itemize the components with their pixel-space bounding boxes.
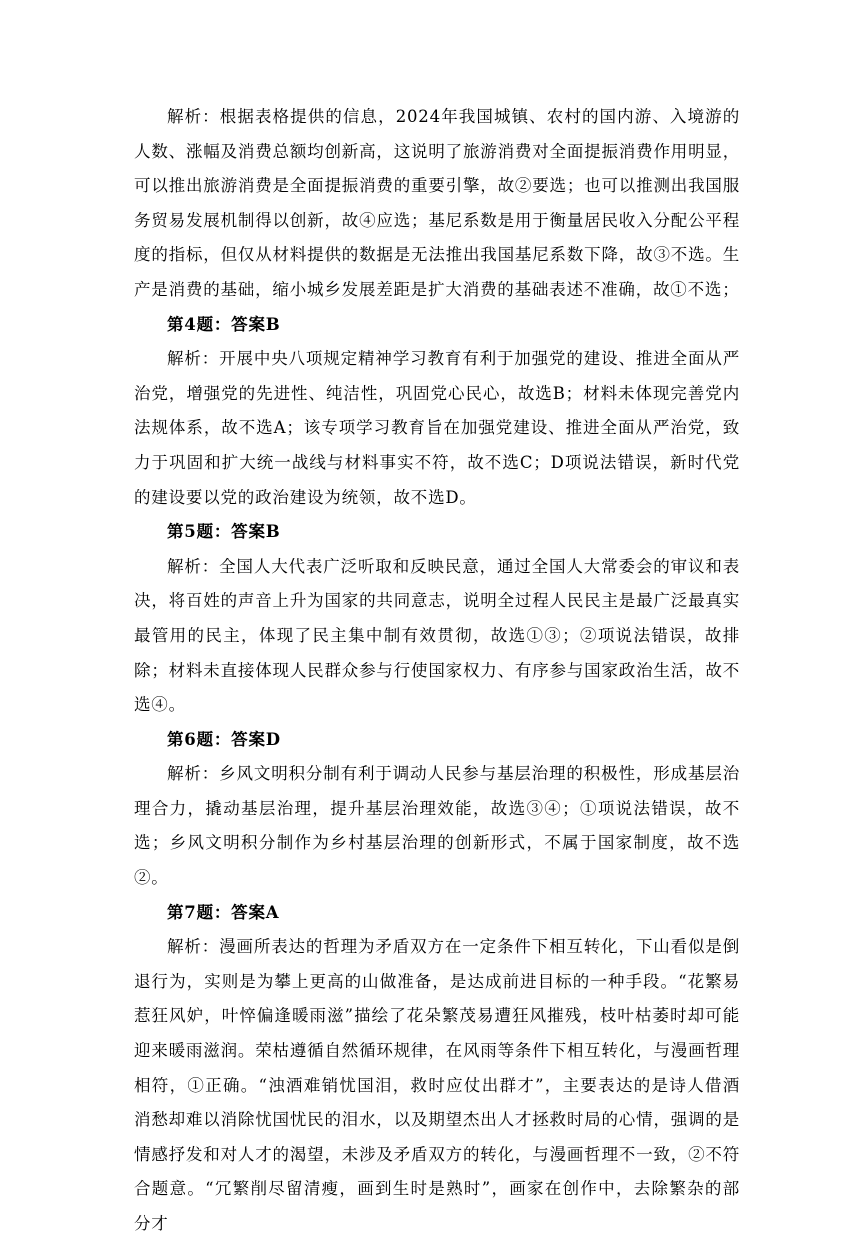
analysis-q6-paragraph: 解析：乡风文明积分制有利于调动人民参与基层治理的积极性，形成基层治理合力，撬动基层治理，提升基层治理效能，故选③④；①项说法错误，故不选；乡风文明积分制作为乡村基层治理的创新形式，不属于国家制度，故不选②。 [134, 764, 740, 888]
q7-answer-heading: 第7题：答案A [167, 902, 280, 922]
q4-answer-heading: 第4题：答案B [167, 314, 281, 334]
analysis-q7-paragraph: 解析：漫画所表达的哲理为矛盾双方在一定条件下相互转化，下山看似是倒退行为，实则是为攀上更高的山做准备，是达成前进目标的一种手段。“花繁易惹狂风妒，叶悴偏逢暖雨滋”描绘了花朵繁茂易遭狂风摧残，枝叶枯萎时却可能迎来暖雨滋润。荣枯遵循自然循环规律，在风雨等条件下相互转化，与漫画哲理相符，①正确。“浊酒难销忧国泪，救时应仗出群才”，主要表达的是诗人借酒消愁却难以消除忧国忧民的泪水，以及期望杰出人才拯救时局的心情，强调的是情感抒发和对人才的渴望，未涉及矛盾双方的转化，与漫画哲理不一致，②不符合题意。“冗繁削尽留清瘦，画到生时是熟时”，画家在创作中，去除繁杂的部分才 [134, 937, 740, 1233]
analysis-q5-paragraph: 解析：全国人大代表广泛听取和反映民意，通过全国人大常委会的审议和表决，将百姓的声音上升为国家的共同意志，说明全过程人民民主是最广泛最真实最管用的民主，体现了民主集中制有效贯彻，故选①③；②项说法错误，故排除；材料未直接体现人民群众参与行使国家权力、有序参与国家政治生活，故不选④。 [134, 556, 740, 715]
analysis-q3-paragraph: 解析：根据表格提供的信息，2024年我国城镇、农村的国内游、入境游的人数、涨幅及消费总额均创新高，这说明了旅游消费对全面提振消费作用明显，可以推出旅游消费是全面提振消费的重要引擎，故②要选；也可以推测出我国服务贸易发展机制得以创新，故④应选；基尼系数是用于衡量居民收入分配公平程度的指标，但仅从材料提供的数据是无法推出我国基尼系数下降，故③不选。生产是消费的基础，缩小城乡发展差距是扩大消费的基础表述不准确，故①不选； [134, 107, 740, 299]
analysis-q4-paragraph: 解析：开展中央八项规定精神学习教育有利于加强党的建设、推进全面从严治党，增强党的先进性、纯洁性，巩固党心民心，故选B；材料未体现完善党内法规体系，故不选A；该专项学习教育旨在加强党建设、推进全面从严治党，致力于巩固和扩大统一战线与材料事实不符，故不选C；D项说法错误，新时代党的建设要以党的政治建设为统领，故不选D。 [134, 349, 740, 507]
q6-answer-heading: 第6题：答案D [167, 729, 281, 749]
answer-analysis-text [134, 100, 740, 1242]
q5-answer-heading: 第5题：答案B [167, 522, 281, 542]
